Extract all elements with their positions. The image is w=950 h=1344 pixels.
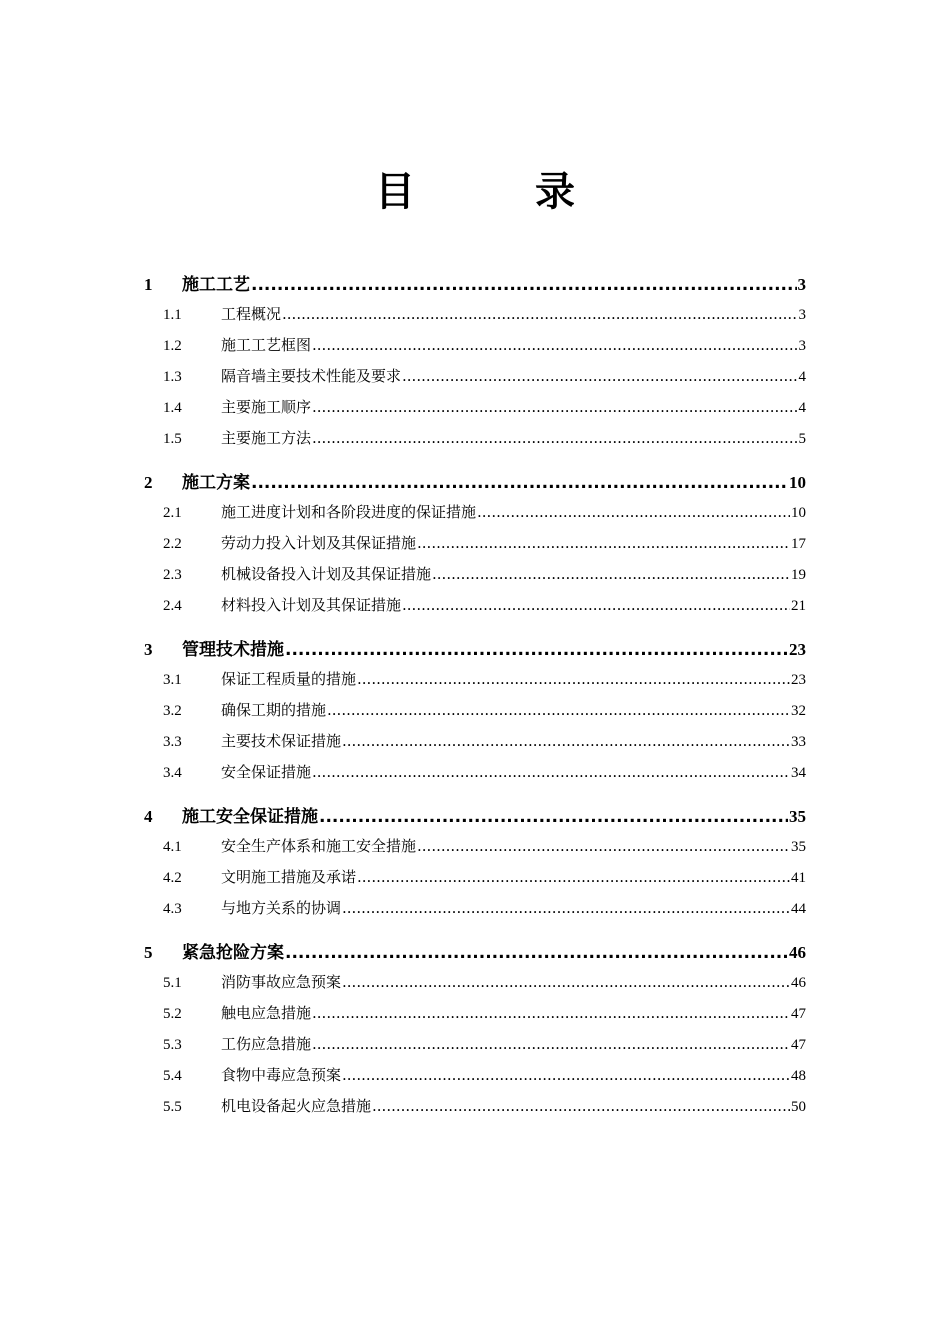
toc-item-label: 消防事故应急预案 <box>221 973 342 991</box>
toc-page-number: 3 <box>798 307 806 323</box>
toc-item-label: 主要技术保证措施 <box>221 732 342 750</box>
toc-page-number: 4 <box>798 369 806 385</box>
toc-item-number: 4.1 <box>163 839 182 855</box>
toc-page-number: 41 <box>791 870 806 886</box>
toc-section-number: 3 <box>144 640 153 659</box>
toc-page-number: 35 <box>791 839 806 855</box>
toc-item-label: 工程概况 <box>221 305 282 323</box>
toc-item-label: 机电设备起火应急措施 <box>221 1097 372 1115</box>
toc-item[interactable] <box>144 396 806 427</box>
toc-section-3 <box>144 635 806 792</box>
toc-page-number: 19 <box>791 567 806 583</box>
toc-page-number: 17 <box>791 536 806 552</box>
toc-page-number: 50 <box>791 1099 806 1115</box>
toc-page-number: 34 <box>791 765 806 781</box>
toc-item[interactable] <box>144 532 806 563</box>
toc-item-number: 1.3 <box>163 369 182 385</box>
toc-item[interactable] <box>144 501 806 532</box>
toc-item-number: 5.2 <box>163 1006 182 1022</box>
toc-section-number: 5 <box>144 943 153 962</box>
toc-item-label: 机械设备投入计划及其保证措施 <box>221 565 432 583</box>
toc-item-label: 主要施工顺序 <box>221 398 312 416</box>
toc-page-number: 4 <box>798 400 806 416</box>
toc-page-number: 10 <box>791 505 806 521</box>
toc-item-number: 3.2 <box>163 703 182 719</box>
toc-leader-dots <box>312 763 790 781</box>
toc-item[interactable] <box>144 866 806 897</box>
toc-leader-dots <box>282 305 797 323</box>
toc-leader-dots <box>342 973 790 991</box>
toc-item-label: 施工工艺框图 <box>221 336 312 354</box>
toc-page-number: 44 <box>791 901 806 917</box>
toc-section-5 <box>144 938 806 1126</box>
toc-item-number: 1.4 <box>163 400 182 416</box>
toc-section-label: 施工安全保证措施 <box>182 807 318 827</box>
toc-section-label: 施工方案 <box>182 473 250 493</box>
toc-item-number: 2.1 <box>163 505 182 521</box>
toc-item[interactable] <box>144 563 806 594</box>
toc-item-label: 文明施工措施及承诺 <box>221 868 357 886</box>
toc-item[interactable] <box>144 334 806 365</box>
toc-section-1 <box>144 270 806 458</box>
toc-page-number: 33 <box>791 734 806 750</box>
toc-item[interactable] <box>144 761 806 792</box>
toc-item-number: 5.5 <box>163 1099 182 1115</box>
toc-item-number: 5.4 <box>163 1068 182 1084</box>
toc-item-number: 3.4 <box>163 765 182 781</box>
toc-page-number: 47 <box>791 1006 806 1022</box>
toc-leader-dots <box>357 670 790 688</box>
toc-page-number: 23 <box>789 640 806 659</box>
toc-page-number: 3 <box>797 275 806 294</box>
toc-page-number: 47 <box>791 1037 806 1053</box>
toc-page-number: 46 <box>789 943 806 962</box>
page-title: 目 录 <box>375 168 615 215</box>
toc-item[interactable] <box>144 730 806 761</box>
toc-item-number: 3.1 <box>163 672 182 688</box>
toc-item[interactable] <box>144 971 806 1002</box>
toc-item-label: 工伤应急措施 <box>221 1035 312 1053</box>
toc-leader-dots <box>285 640 788 660</box>
toc-section-heading[interactable] <box>144 468 806 501</box>
toc-leader-dots <box>342 899 790 917</box>
toc-item-number: 3.3 <box>163 734 182 750</box>
toc-leader-dots <box>251 275 797 295</box>
toc-section-2 <box>144 468 806 625</box>
toc-item[interactable] <box>144 594 806 625</box>
toc-leader-dots <box>312 1035 790 1053</box>
toc-leader-dots <box>402 596 790 614</box>
toc-leader-dots <box>477 503 790 521</box>
toc-item-label: 与地方关系的协调 <box>221 899 342 917</box>
toc-section-heading[interactable] <box>144 938 806 971</box>
toc-leader-dots <box>357 868 790 886</box>
toc-item[interactable] <box>144 303 806 334</box>
toc-leader-dots <box>402 367 797 385</box>
toc-item[interactable] <box>144 365 806 396</box>
toc-item-number: 5.1 <box>163 975 182 991</box>
toc-item-number: 4.2 <box>163 870 182 886</box>
toc-item[interactable] <box>144 668 806 699</box>
toc-leader-dots <box>342 1066 790 1084</box>
toc-section-number: 2 <box>144 473 153 492</box>
toc-item-label: 确保工期的措施 <box>221 701 327 719</box>
toc-leader-dots <box>285 943 788 963</box>
toc-page-number: 23 <box>791 672 806 688</box>
toc-leader-dots <box>372 1097 790 1115</box>
toc-page-number: 3 <box>798 338 806 354</box>
toc-section-number: 4 <box>144 807 153 826</box>
toc-leader-dots <box>342 732 790 750</box>
toc-item[interactable] <box>144 1064 806 1095</box>
toc-leader-dots <box>312 1004 790 1022</box>
toc-section-number: 1 <box>144 275 153 294</box>
toc-item-number: 4.3 <box>163 901 182 917</box>
toc-page-number: 35 <box>789 807 806 826</box>
toc-item-label: 劳动力投入计划及其保证措施 <box>221 534 417 552</box>
toc-item[interactable] <box>144 897 806 928</box>
toc-leader-dots <box>432 565 790 583</box>
toc-page-number: 21 <box>791 598 806 614</box>
toc-leader-dots <box>312 429 797 447</box>
toc-item[interactable] <box>144 1002 806 1033</box>
toc-item-label: 食物中毒应急预案 <box>221 1066 342 1084</box>
toc-section-4 <box>144 802 806 928</box>
toc-item-number: 2.2 <box>163 536 182 552</box>
toc-page-number: 10 <box>789 473 806 492</box>
toc-item-label: 安全保证措施 <box>221 763 312 781</box>
table-of-contents <box>144 270 806 1136</box>
toc-item-number: 1.5 <box>163 431 182 447</box>
toc-leader-dots <box>312 398 797 416</box>
toc-item-label: 安全生产体系和施工安全措施 <box>221 837 417 855</box>
toc-page-number: 32 <box>791 703 806 719</box>
toc-item[interactable] <box>144 427 806 458</box>
toc-item-label: 材料投入计划及其保证措施 <box>221 596 402 614</box>
toc-section-label: 管理技术措施 <box>182 640 284 660</box>
toc-item[interactable] <box>144 1033 806 1064</box>
toc-item-label: 隔音墙主要技术性能及要求 <box>221 367 402 385</box>
toc-section-heading[interactable] <box>144 270 806 303</box>
toc-section-heading[interactable] <box>144 802 806 835</box>
toc-item-number: 5.3 <box>163 1037 182 1053</box>
toc-item-label: 触电应急措施 <box>221 1004 312 1022</box>
toc-page-number: 5 <box>798 431 806 447</box>
toc-leader-dots <box>417 837 790 855</box>
toc-item[interactable] <box>144 1095 806 1126</box>
toc-item-number: 2.4 <box>163 598 182 614</box>
toc-leader-dots <box>327 701 790 719</box>
toc-page-number: 46 <box>791 975 806 991</box>
toc-item-label: 保证工程质量的措施 <box>221 670 357 688</box>
toc-item[interactable] <box>144 699 806 730</box>
toc-section-heading[interactable] <box>144 635 806 668</box>
toc-item-number: 1.1 <box>163 307 182 323</box>
toc-item-number: 2.3 <box>163 567 182 583</box>
toc-item[interactable] <box>144 835 806 866</box>
toc-leader-dots <box>417 534 790 552</box>
toc-item-label: 施工进度计划和各阶段进度的保证措施 <box>221 503 477 521</box>
toc-section-label: 施工工艺 <box>182 275 250 295</box>
toc-leader-dots <box>312 336 797 354</box>
toc-section-label: 紧急抢险方案 <box>182 943 284 963</box>
toc-page-number: 48 <box>791 1068 806 1084</box>
toc-item-number: 1.2 <box>163 338 182 354</box>
toc-leader-dots <box>251 473 788 493</box>
toc-item-label: 主要施工方法 <box>221 429 312 447</box>
toc-leader-dots <box>319 807 788 827</box>
